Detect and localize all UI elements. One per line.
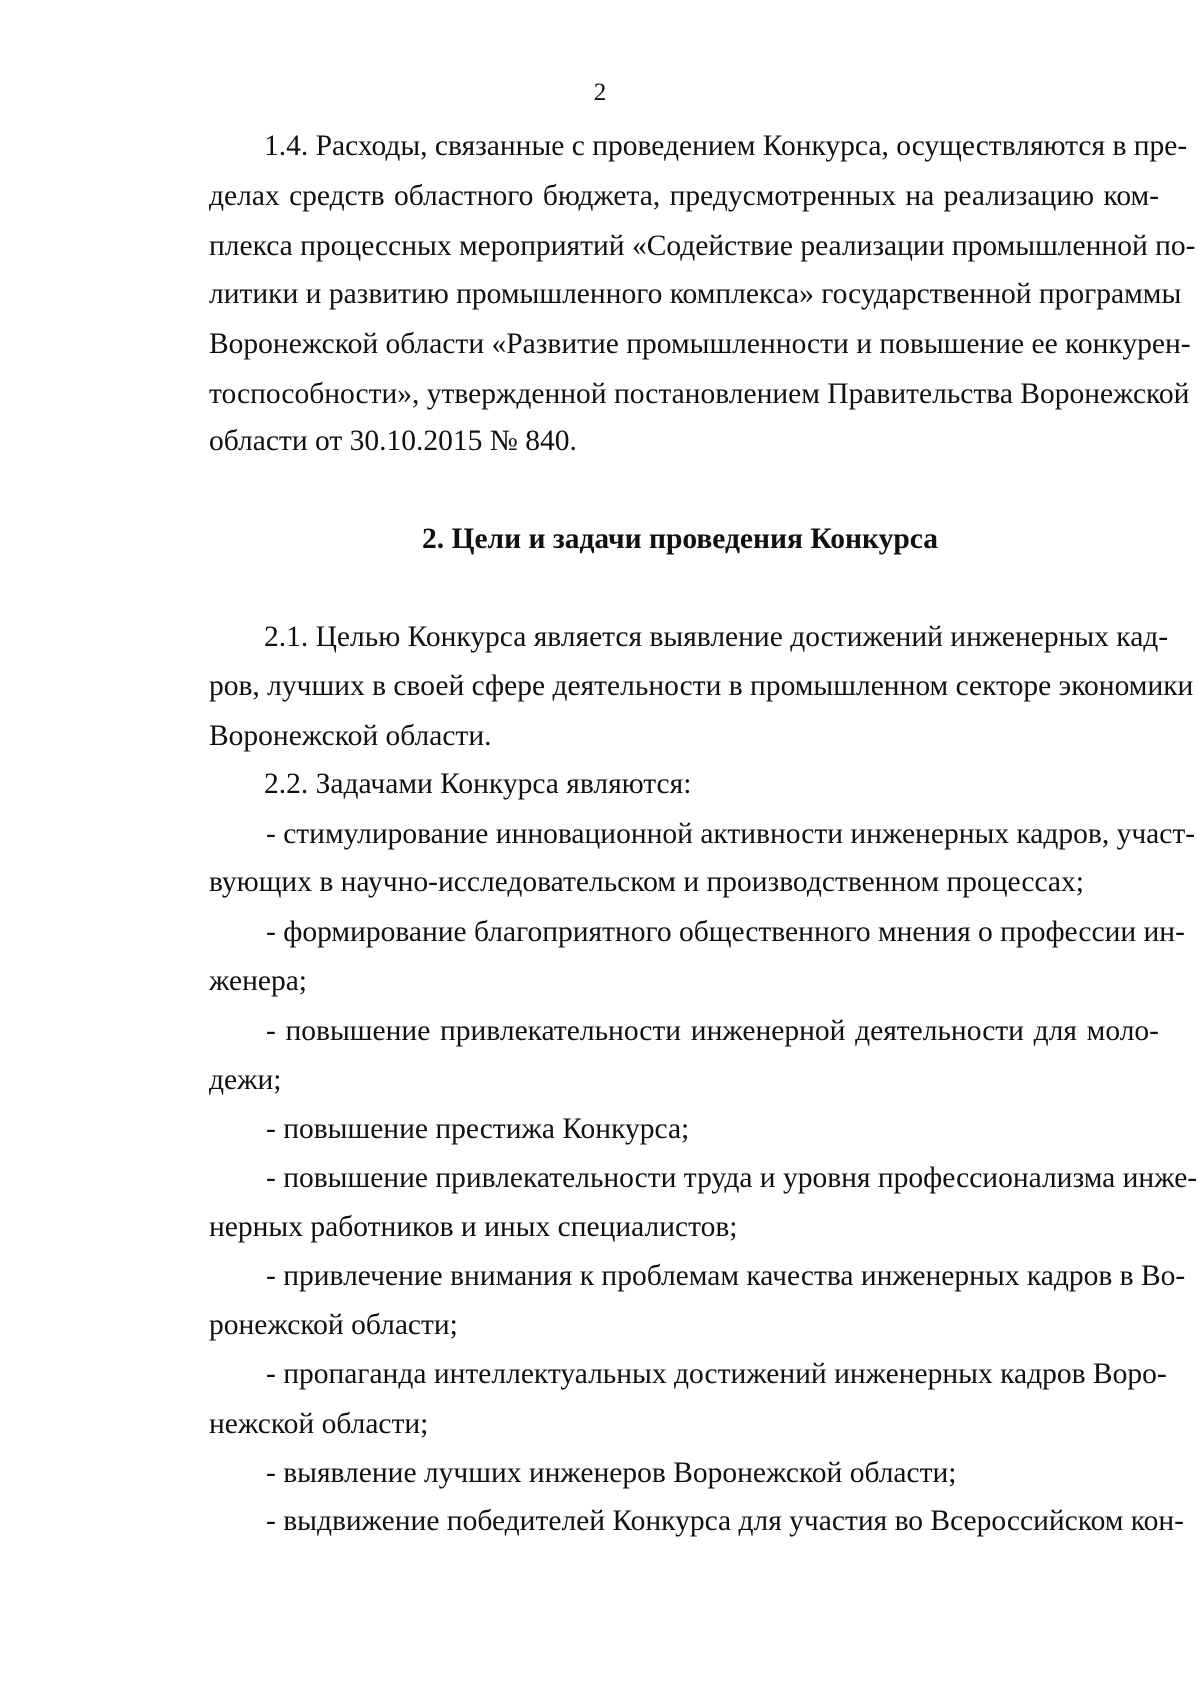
task-list-line: - пропаганда интеллектуальных достижений инженерных кадров Воро- (266, 1358, 1167, 1390)
task-list-line: - повышение престижа Конкурса; (266, 1113, 690, 1145)
paragraph-2-2-title: 2.2. Задачами Конкурса являются: (264, 768, 692, 800)
task-list-line: - привлечение внимания к проблемам качества инженерных кадров в Во- (266, 1260, 1186, 1292)
page-number: 2 (593, 79, 607, 106)
task-list-line: дежи; (209, 1064, 282, 1096)
task-list-line: - повышение привлекательности инженерной деятельности для моло- (266, 1015, 1159, 1047)
task-list-line: нежской области; (209, 1408, 429, 1440)
paragraph-1-4-line: плекса процессных мероприятий «Содействие реализации промышленной по- (209, 230, 1196, 262)
paragraph-2-1-line: 2.1. Целью Конкурса является выявление достижений инженерных кад- (264, 621, 1169, 653)
section-heading: 2. Цели и задачи проведения Конкурса (422, 523, 938, 555)
task-list-line: - выдвижение победителей Конкурса для участия во Всероссийском кон- (266, 1505, 1185, 1537)
paragraph-2-1-line: Воронежской области. (209, 720, 492, 752)
paragraph-1-4-line: делах средств областного бюджета, предусмотренных на реализацию ком- (209, 180, 1159, 212)
task-list-line: - формирование благоприятного общественного мнения о профессии ин- (266, 916, 1185, 948)
task-list-line: - выявление лучших инженеров Воронежской области; (266, 1457, 957, 1489)
paragraph-1-4-line: Воронежской области «Развитие промышленности и повышение ее конкурен- (209, 328, 1191, 360)
task-list-line: - стимулирование инновационной активности инженерных кадров, участ- (266, 818, 1196, 850)
task-list-line: женера; (209, 965, 308, 997)
task-list-line: ронежской области; (209, 1309, 458, 1341)
paragraph-1-4-line: области от 30.10.2015 № 840. (209, 425, 577, 457)
task-list-line: нерных работников и иных специалистов; (209, 1211, 738, 1243)
paragraph-1-4-line: литики и развитию промышленного комплекса» государственной программы (209, 278, 1182, 310)
task-list-line: - повышение привлекательности труда и уровня профессионализма инже- (266, 1162, 1198, 1194)
task-list-line: вующих в научно-исследовательском и производственном процессах; (209, 866, 1084, 898)
paragraph-1-4-line: тоспособности», утвержденной постановлением Правительства Воронежской (209, 378, 1190, 410)
paragraph-2-1-line: ров, лучших в своей сфере деятельности в промышленном секторе экономики (209, 670, 1194, 702)
paragraph-1-4-line: 1.4. Расходы, связанные с проведением Конкурса, осуществляются в пре- (264, 130, 1188, 162)
